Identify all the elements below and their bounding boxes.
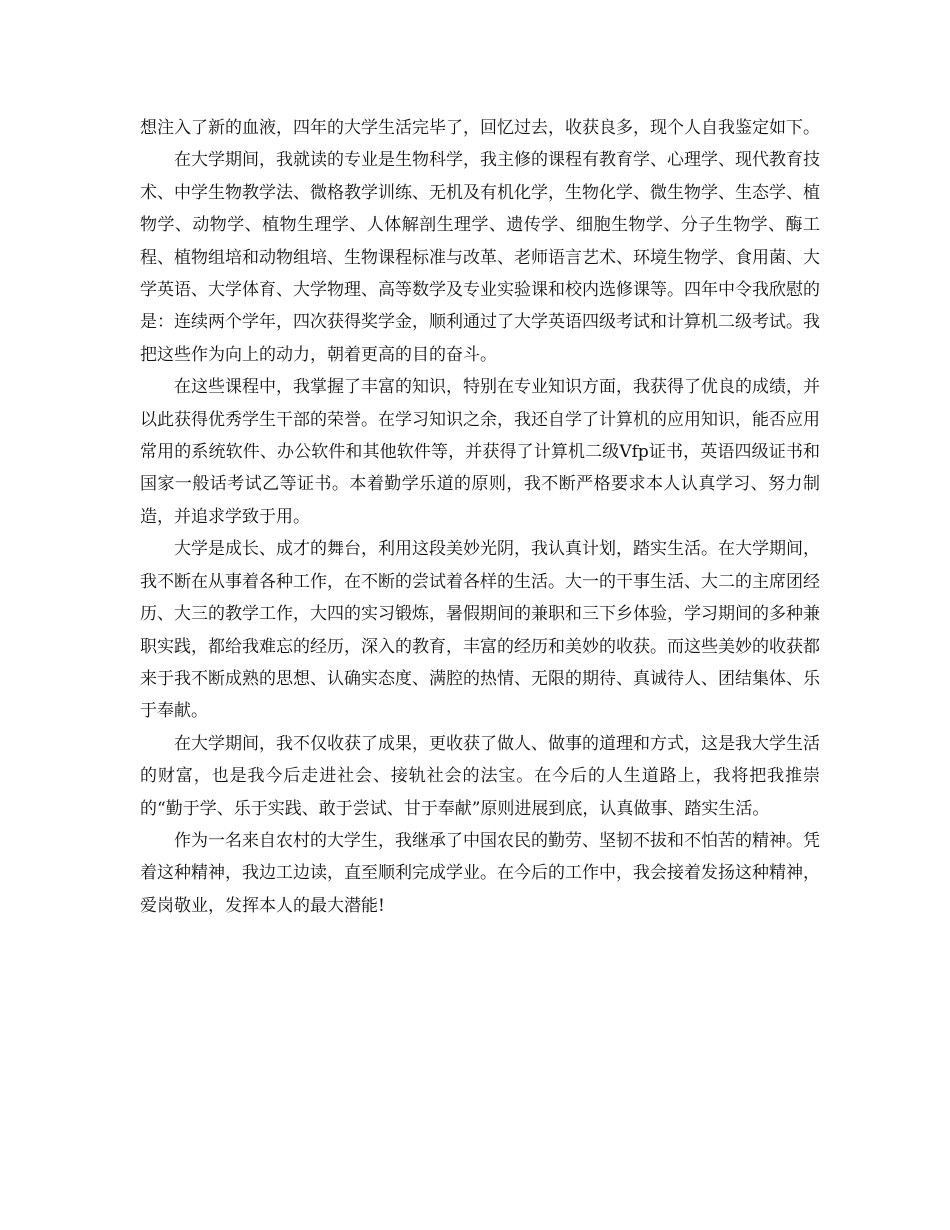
paragraph-2: 在大学期间，我就读的专业是生物科学，我主修的课程有教育学、心理学、现代教育技术、中学生物教学法、微格教学训练、无机及有机化学，生物化学、微生物学、生态学、植物学、动物学、植物生理学、人体解剖生理学、遗传学、细胞生物学、分子生物学、酶工程、植物组培和动物组培、生物课程标准与改革、老师语言艺术、环境生物学、食用菌、大学英语、大学体育、大学物理、高等数学及专业实验课和校内选修课等。四年中令我欣慰的是：连续两个学年，四次获得奖学金，顺利通过了大学英语四级考试和计算机二级考试。我把这些作为向上的动力，朝着更高的目的奋斗。 [140,150,820,365]
document-body [140,112,820,922]
paragraph-6: 作为一名来自农村的大学生，我继承了中国农民的勤劳、坚韧不拔和不怕苦的精神。凭着这种精神，我边工边读，直至顺利完成学业。在今后的工作中，我会接着发扬这种精神，爱岗敬业，发挥本人的最大潜能! [140,830,820,916]
paragraph-5: 在大学期间，我不仅收获了成果，更收获了做人、做事的道理和方式，这是我大学生活的财富，也是我今后走进社会、接轨社会的法宝。在今后的人生道路上，我将把我推崇的“勤于学、乐于实践、敢于尝试、甘于奉献”原则进展到底，认真做事、踏实生活。 [140,733,820,819]
paragraph-3: 在这些课程中，我掌握了丰富的知识，特别在专业知识方面，我获得了优良的成绩，并以此获得优秀学生干部的荣誉。在学习知识之余，我还自学了计算机的应用知识，能否应用常用的系统软件、办公软件和其他软件等，并获得了计算机二级Vfp证书，英语四级证书和国家一般话考试乙等证书。本着勤学乐道的原则，我不断严格要求本人认真学习、努力制造，并追求学致于用。 [140,377,820,527]
paragraph-4: 大学是成长、成才的舞台，利用这段美妙光阴，我认真计划，踏实生活。在大学期间，我不断在从事着各种工作，在不断的尝试着各样的生活。大一的干事生活、大二的主席团经历、大三的教学工作，大四的实习锻炼，暑假期间的兼职和三下乡体验，学习期间的多种兼职实践，都给我难忘的经历，深入的教育，丰富的经历和美妙的收获。而这些美妙的收获都来于我不断成熟的思想、认确实态度、满腔的热情、无限的期待、真诚待人、团结集体、乐于奉献。 [140,539,820,722]
paragraph-1: 想注入了新的血液，四年的大学生活完毕了，回忆过去，收获良多，现个人自我鉴定如下。 [140,118,820,138]
